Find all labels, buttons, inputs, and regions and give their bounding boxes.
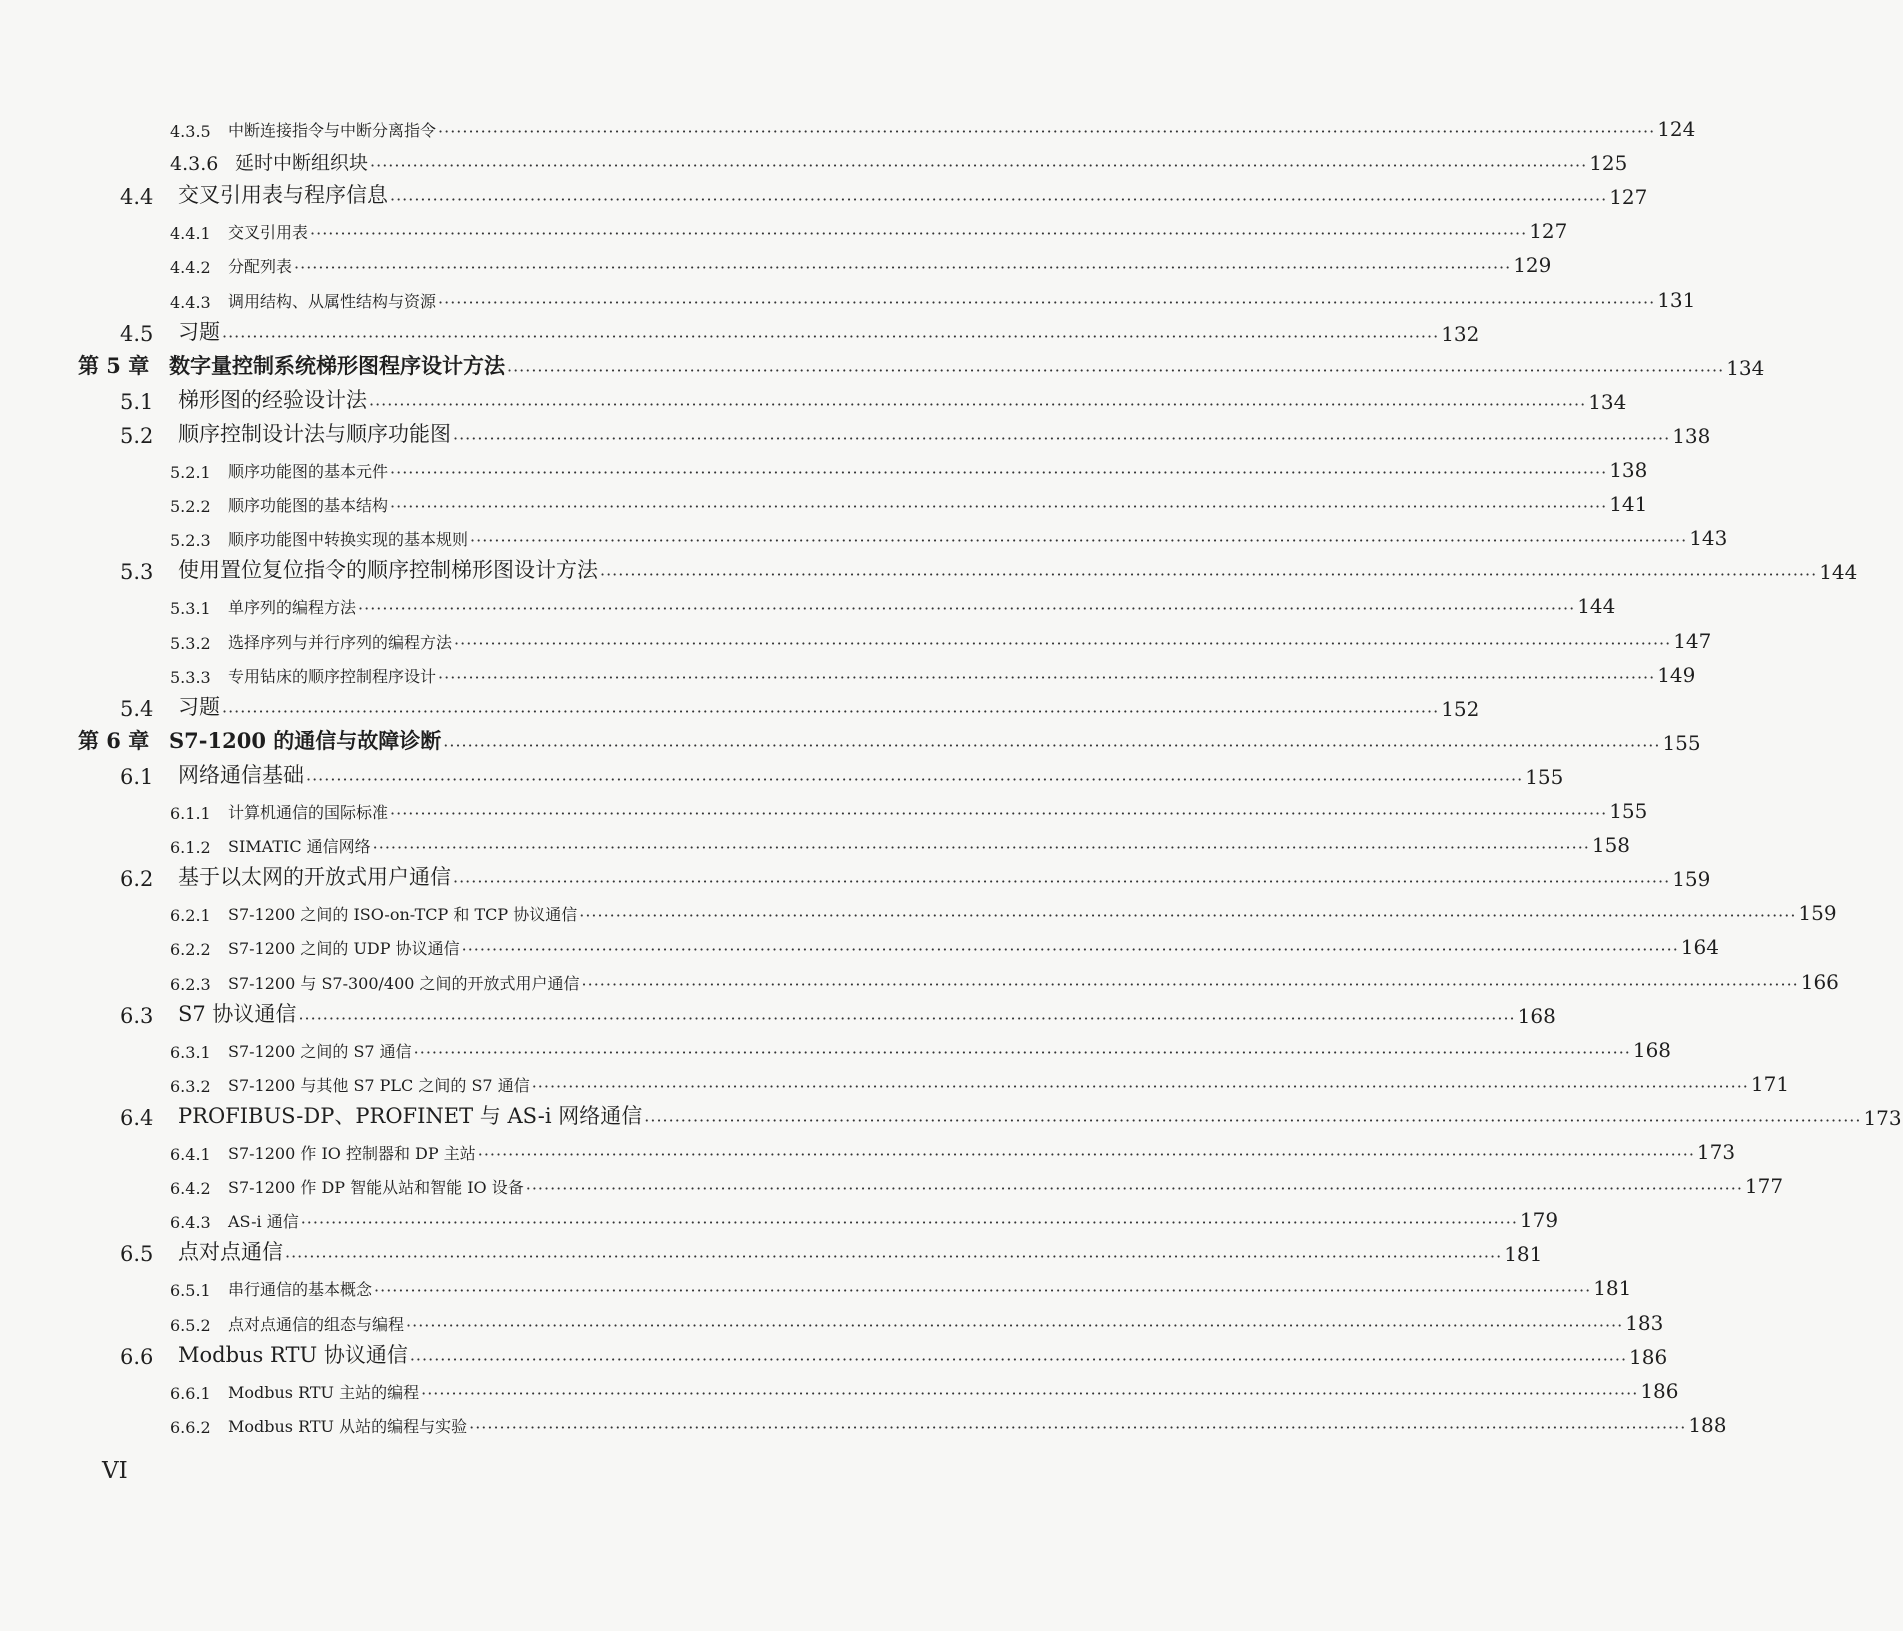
toc-entry — [0, 1130, 1736, 1164]
toc-entry-page: 152 — [1441, 696, 1480, 721]
toc-entry — [0, 891, 1837, 926]
toc-entry-number: 5.2.2 — [170, 497, 211, 517]
toc-entry-number: 5.3 — [120, 560, 154, 585]
toc-entry-number: 6.2 — [120, 867, 154, 892]
toc-entry — [0, 141, 1628, 176]
toc-entry-title: 顺序功能图中转换实现的基本规则 — [228, 530, 469, 550]
toc-entry-title: 顺序控制设计法与顺序功能图 — [178, 421, 451, 446]
toc-entry-number: 5.2.1 — [170, 463, 211, 482]
toc-leader-dots: ········································································································································································································ — [370, 156, 1588, 176]
toc-entry — [0, 448, 1648, 482]
toc-leader-dots: ········································································································································································································ — [306, 769, 1524, 789]
toc-entry-page: 177 — [1744, 1174, 1784, 1199]
toc-leader-dots: ········································································································································································································ — [600, 565, 1818, 585]
toc-entry — [0, 789, 1648, 823]
toc-entry-page: 179 — [1519, 1208, 1559, 1233]
toc-entry-number: 4.4 — [120, 185, 154, 210]
toc-entry-title: 调用结构、从属性结构与资源 — [228, 291, 437, 311]
toc-entry-number: 6.4.2 — [170, 1179, 211, 1199]
toc-entry — [0, 278, 1696, 312]
toc-entry-title: PROFIBUS-DP、PROFINET 与 AS-i 网络通信 — [178, 1103, 643, 1128]
toc-entry — [0, 1266, 1632, 1301]
toc-entry-number: 4.4.2 — [170, 258, 211, 278]
toc-leader-dots: ········································································································································································································ — [390, 804, 1608, 823]
toc-entry — [0, 175, 1648, 210]
toc-entry-page: 159 — [1672, 867, 1711, 892]
toc-entry — [0, 687, 1480, 721]
toc-entry-title: 网络通信基础 — [178, 762, 304, 787]
toc-entry-title: 选择序列与并行序列的编程方法 — [228, 632, 453, 652]
toc-leader-dots: ········································································································································································································ — [390, 190, 1608, 210]
toc-entry-number: 6.4.1 — [170, 1145, 211, 1164]
toc-entry-page: 127 — [1529, 219, 1568, 244]
toc-entry-page: 134 — [1726, 355, 1765, 380]
toc-entry-title: 点对点通信 — [178, 1240, 283, 1265]
toc-entry-title: Modbus RTU 从站的编程与实验 — [228, 1416, 468, 1436]
toc-entry-title: 延时中断组织块 — [235, 152, 369, 175]
toc-entry-number: 6.6 — [120, 1344, 154, 1369]
toc-leader-dots: ········································································································································································································ — [406, 1315, 1624, 1335]
toc-entry-page: 134 — [1588, 389, 1627, 414]
toc-entry — [0, 960, 1839, 994]
toc-entry-title: S7-1200 的通信与故障诊断 — [169, 727, 442, 753]
toc-entry-number: 6.4 — [120, 1105, 154, 1130]
toc-entry-number: 4.4.1 — [170, 224, 211, 244]
toc-entry-page: 124 — [1657, 117, 1696, 141]
toc-entry-page: 131 — [1657, 287, 1696, 312]
toc-entry-title: 数字量控制系统梯形图程序设计方法 — [169, 352, 505, 378]
toc-entry — [0, 755, 1564, 789]
toc-entry-number: 5.2.3 — [170, 531, 211, 551]
toc-entry-number: 6.2.2 — [170, 940, 211, 960]
toc-entry-page: 171 — [1750, 1071, 1790, 1096]
toc-entry-number: 5.1 — [120, 389, 154, 414]
toc-entry-page: 173 — [1696, 1140, 1736, 1164]
toc-entry-number: 6.5 — [120, 1242, 154, 1267]
toc-leader-dots: ········································································································································································································ — [390, 463, 1608, 482]
toc-entry-page: 173 — [1863, 1105, 1902, 1130]
toc-leader-dots: ········································································································································································································ — [470, 531, 1688, 551]
toc-entry-page: 164 — [1680, 935, 1719, 960]
toc-entry-page: 144 — [1577, 594, 1616, 619]
toc-entry-title: Modbus RTU 协议通信 — [178, 1342, 408, 1367]
toc-leader-dots: ········································································································································································································ — [438, 122, 1656, 141]
toc-entry-page: 188 — [1688, 1412, 1727, 1437]
toc-entry — [0, 1198, 1559, 1233]
toc-leader-dots: ········································································································································································································ — [374, 1281, 1592, 1301]
toc-entry-page: 138 — [1609, 458, 1648, 482]
toc-entry-number: 6.2.3 — [170, 974, 211, 994]
toc-entry — [0, 482, 1648, 517]
toc-leader-dots: ········································································································································································································ — [525, 1179, 1743, 1199]
toc-entry-page: 155 — [1525, 764, 1564, 789]
toc-entry-title: 习题 — [178, 694, 220, 719]
toc-entry — [0, 1164, 1784, 1199]
toc-entry-title: 基于以太网的开放式用户通信 — [178, 865, 451, 890]
toc-entry-page: 149 — [1657, 662, 1696, 687]
toc-leader-dots: ········································································································································································································ — [222, 326, 1440, 346]
toc-entry-title: 分配列表 — [228, 257, 293, 277]
toc-entry-number: 6.1.2 — [170, 838, 211, 858]
toc-entry-title: 交叉引用表与程序信息 — [178, 183, 388, 208]
toc-entry-title: S7 协议通信 — [178, 1001, 297, 1026]
toc-entry-number: 6.4.3 — [170, 1213, 211, 1233]
toc-entry — [0, 516, 1728, 551]
toc-entry-number: 6.3.1 — [170, 1042, 211, 1062]
toc-leader-dots: ········································································································································································································ — [477, 1145, 1695, 1164]
toc-entry-page: 168 — [1632, 1037, 1672, 1062]
toc-entry — [0, 107, 1696, 141]
toc-entry-title: 交叉引用表 — [228, 223, 309, 243]
toc-leader-dots: ········································································································································································································ — [369, 394, 1587, 414]
toc-entry-page: 155 — [1609, 799, 1648, 823]
toc-entry-number: 6.6.1 — [170, 1383, 211, 1403]
toc-leader-dots: ········································································································································································································ — [438, 667, 1656, 687]
toc-entry-page: 129 — [1513, 253, 1552, 278]
toc-leader-dots: ········································································································································································································ — [358, 599, 1576, 619]
toc-entry-number: 6.5.1 — [170, 1281, 211, 1301]
toc-entry-title: S7-1200 与其他 S7 PLC 之间的 S7 通信 — [228, 1075, 530, 1095]
toc-entry-title: 顺序功能图的基本元件 — [228, 462, 389, 481]
toc-entry-number: 6.1 — [120, 764, 154, 789]
toc-entry-number: 6.3.2 — [170, 1076, 211, 1096]
toc-entry — [0, 823, 1631, 858]
toc-entry-title: S7-1200 之间的 ISO-on-TCP 和 TCP 协议通信 — [228, 905, 578, 925]
toc-entry-title: 习题 — [178, 319, 220, 344]
toc-entry-number: 5.2 — [120, 423, 154, 448]
toc-entry — [0, 1369, 1679, 1403]
toc-entry — [0, 1096, 1902, 1130]
toc-entry-page: 181 — [1593, 1276, 1632, 1301]
toc-entry — [0, 584, 1616, 619]
toc-entry-number: 5.3.3 — [170, 667, 211, 687]
toc-entry — [0, 857, 1711, 892]
toc-leader-dots: ········································································································································································································ — [409, 1349, 1628, 1369]
toc-entry — [0, 1335, 1668, 1369]
toc-leader-dots: ········································································································································································································ — [285, 1247, 1503, 1267]
toc-entry — [0, 721, 1701, 755]
toc-entry-title: Modbus RTU 主站的编程 — [228, 1382, 420, 1402]
toc-entry-title: 计算机通信的国际标准 — [228, 803, 389, 822]
toc-entry-title: 顺序功能图的基本结构 — [228, 496, 389, 516]
toc-entry-page: 132 — [1441, 321, 1480, 346]
toc-leader-dots: ········································································································································································································ — [438, 292, 1656, 312]
toc-entry-page: 158 — [1591, 833, 1631, 858]
toc-entry-number: 4.5 — [120, 321, 154, 346]
toc-leader-dots: ········································································································································································································ — [581, 974, 1799, 994]
toc-entry-title: 梯形图的经验设计法 — [178, 387, 367, 412]
toc-leader-dots: ········································································································································································································ — [390, 497, 1608, 517]
toc-entry-title: S7-1200 作 DP 智能从站和智能 IO 设备 — [228, 1178, 524, 1198]
toc-entry — [0, 312, 1480, 346]
toc-entry — [0, 925, 1719, 960]
toc-leader-dots: ········································································································································································································ — [443, 735, 1661, 755]
toc-entry-page: 125 — [1589, 151, 1628, 176]
toc-entry — [0, 209, 1568, 244]
toc-entry-title: 专用钻床的顺序控制程序设计 — [228, 666, 437, 686]
toc-leader-dots: ········································································································································································································ — [222, 701, 1440, 721]
toc-entry-title: S7-1200 之间的 S7 通信 — [228, 1041, 412, 1061]
toc-entry-page: 127 — [1609, 185, 1648, 210]
toc-entry-number: 5.3.1 — [170, 599, 211, 619]
toc-entry — [0, 243, 1552, 278]
toc-leader-dots: ········································································································································································································ — [579, 906, 1797, 926]
toc-entry-number: 5.4 — [120, 696, 154, 721]
toc-entry — [0, 1301, 1664, 1335]
toc-entry — [0, 1062, 1790, 1096]
toc-entry-number: 4.3.6 — [170, 153, 219, 176]
toc-entry-page: 143 — [1689, 526, 1728, 551]
toc-entry — [0, 414, 1711, 448]
toc-entry-page: 166 — [1800, 969, 1839, 994]
toc-leader-dots: ········································································································································································································ — [507, 360, 1725, 380]
toc-leader-dots: ········································································································································································································ — [461, 940, 1679, 960]
toc-leader-dots: ········································································································································································································ — [294, 258, 1512, 278]
toc-entry-number: 6.1.1 — [170, 804, 211, 823]
toc-entry-page: 181 — [1504, 1242, 1543, 1267]
toc-entry-number: 5.3.2 — [170, 633, 211, 653]
toc-entry — [0, 1403, 1727, 1437]
toc-entry-page: 141 — [1609, 492, 1648, 517]
toc-leader-dots: ········································································································································································································ — [453, 872, 1671, 892]
toc-entry-page: 144 — [1819, 560, 1858, 585]
toc-entry — [0, 346, 1765, 380]
toc-entry-number: 6.3 — [120, 1003, 154, 1028]
toc-entry-page: 147 — [1673, 628, 1712, 653]
toc-entry-page: 155 — [1662, 730, 1701, 755]
toc-entry-page: 159 — [1798, 901, 1837, 926]
toc-entry-title: 串行通信的基本概念 — [228, 1280, 373, 1300]
toc-entry — [0, 994, 1556, 1028]
toc-entry-number: 6.6.2 — [170, 1417, 211, 1437]
toc-leader-dots: ········································································································································································································ — [300, 1213, 1518, 1233]
toc-entry-title: S7-1200 之间的 UDP 协议通信 — [228, 939, 460, 959]
toc-leader-dots: ········································································································································································································ — [469, 1417, 1687, 1437]
toc-entry-number: 第 6 章 — [78, 727, 150, 753]
toc-entry-title: SIMATIC 通信网络 — [228, 837, 371, 857]
toc-entry-number: 第 5 章 — [78, 352, 150, 378]
toc-entry-page: 138 — [1672, 423, 1711, 448]
toc-leader-dots: ········································································································································································································ — [298, 1008, 1516, 1028]
toc-entry-page: 186 — [1640, 1378, 1679, 1403]
toc-entry-title: S7-1200 与 S7-300/400 之间的开放式用户通信 — [228, 973, 580, 993]
toc-entry-number: 6.2.1 — [170, 906, 211, 926]
toc-entry — [0, 619, 1712, 653]
toc-entry-title: 单序列的编程方法 — [228, 598, 357, 618]
toc-leader-dots: ········································································································································································································ — [413, 1042, 1631, 1062]
toc-leader-dots: ········································································································································································································ — [531, 1076, 1749, 1096]
toc-entry-title: 使用置位复位指令的顺序控制梯形图设计方法 — [178, 558, 598, 583]
page-folio: VI — [102, 1458, 128, 1484]
toc-entry-number: 4.3.5 — [170, 122, 211, 141]
toc-leader-dots: ········································································································································································································ — [372, 838, 1590, 858]
toc-entry-title: 点对点通信的组态与编程 — [228, 1314, 405, 1334]
toc-leader-dots: ········································································································································································································ — [454, 633, 1672, 653]
toc-entry — [0, 653, 1696, 687]
toc-leader-dots: ········································································································································································································ — [644, 1110, 1862, 1130]
toc-entry-page: 186 — [1629, 1344, 1668, 1369]
toc-entry — [0, 1232, 1543, 1267]
toc-entry-title: S7-1200 作 IO 控制器和 DP 主站 — [228, 1144, 476, 1163]
toc-entry-title: AS-i 通信 — [228, 1212, 299, 1232]
toc-entry — [0, 380, 1627, 414]
toc-entry-number: 6.5.2 — [170, 1315, 211, 1335]
toc-entry — [0, 1028, 1672, 1062]
toc-entry-title: 中断连接指令与中断分离指令 — [228, 121, 437, 140]
toc-leader-dots: ········································································································································································································ — [453, 428, 1671, 448]
toc-leader-dots: ········································································································································································································ — [310, 224, 1528, 244]
toc-leader-dots: ········································································································································································································ — [421, 1383, 1639, 1403]
toc-entry-page: 168 — [1517, 1003, 1556, 1028]
toc-entry-number: 4.4.3 — [170, 292, 211, 312]
toc-entry-page: 183 — [1625, 1310, 1664, 1335]
toc-entry — [0, 550, 1858, 585]
